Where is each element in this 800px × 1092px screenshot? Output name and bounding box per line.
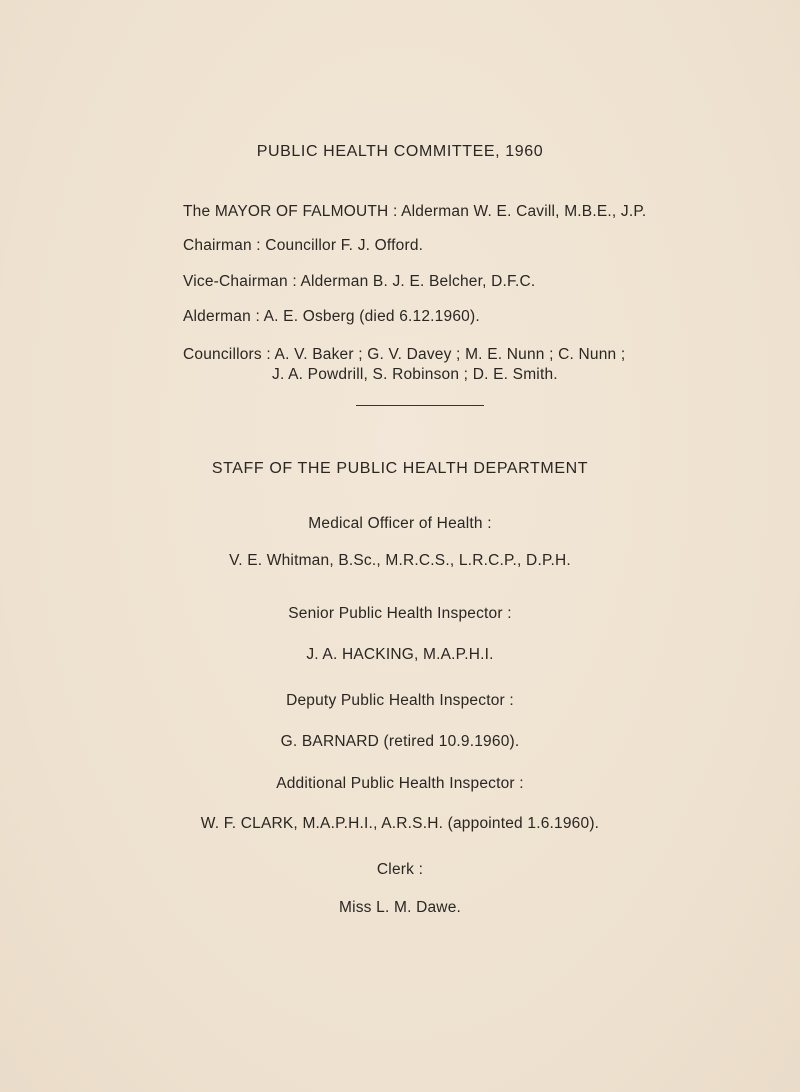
chairman-line: Chairman : Councillor F. J. Offord. [183,237,424,254]
staff-name: Miss L. M. Dawe. [338,899,462,916]
vice-chairman-line: Vice-Chairman : Alderman B. J. E. Belcher, D.F.C. [183,273,536,290]
role-label: Additional Public Health Inspector : [276,775,524,792]
section-divider [356,405,484,406]
councillors-line-1: Councillors : A. V. Baker ; G. V. Davey ; M. E. Nunn ; C. Nunn ; [183,346,626,363]
role-label: Medical Officer of Health : [308,515,492,532]
role-label: Senior Public Health Inspector : [288,605,512,622]
staff-title: STAFF OF THE PUBLIC HEALTH DEPARTMENT [211,460,589,477]
mayor-line: The MAYOR OF FALMOUTH : Alderman W. E. Cavill, M.B.E., J.P. [183,203,647,220]
staff-name: V. E. Whitman, B.Sc., M.R.C.S., L.R.C.P., D.P.H. [229,552,571,569]
staff-name: J. A. HACKING, M.A.P.H.I. [306,646,494,663]
role-label: Clerk : [376,861,424,878]
councillors-line-2: J. A. Powdrill, S. Robinson ; D. E. Smith. [272,366,558,383]
staff-name: G. BARNARD (retired 10.9.1960). [280,733,520,750]
role-label: Deputy Public Health Inspector : [286,692,514,709]
staff-name: W. F. CLARK, M.A.P.H.I., A.R.S.H. (appointed 1.6.1960). [200,815,600,832]
alderman-line: Alderman : A. E. Osberg (died 6.12.1960). [183,308,480,325]
committee-title: PUBLIC HEALTH COMMITTEE, 1960 [256,143,544,160]
